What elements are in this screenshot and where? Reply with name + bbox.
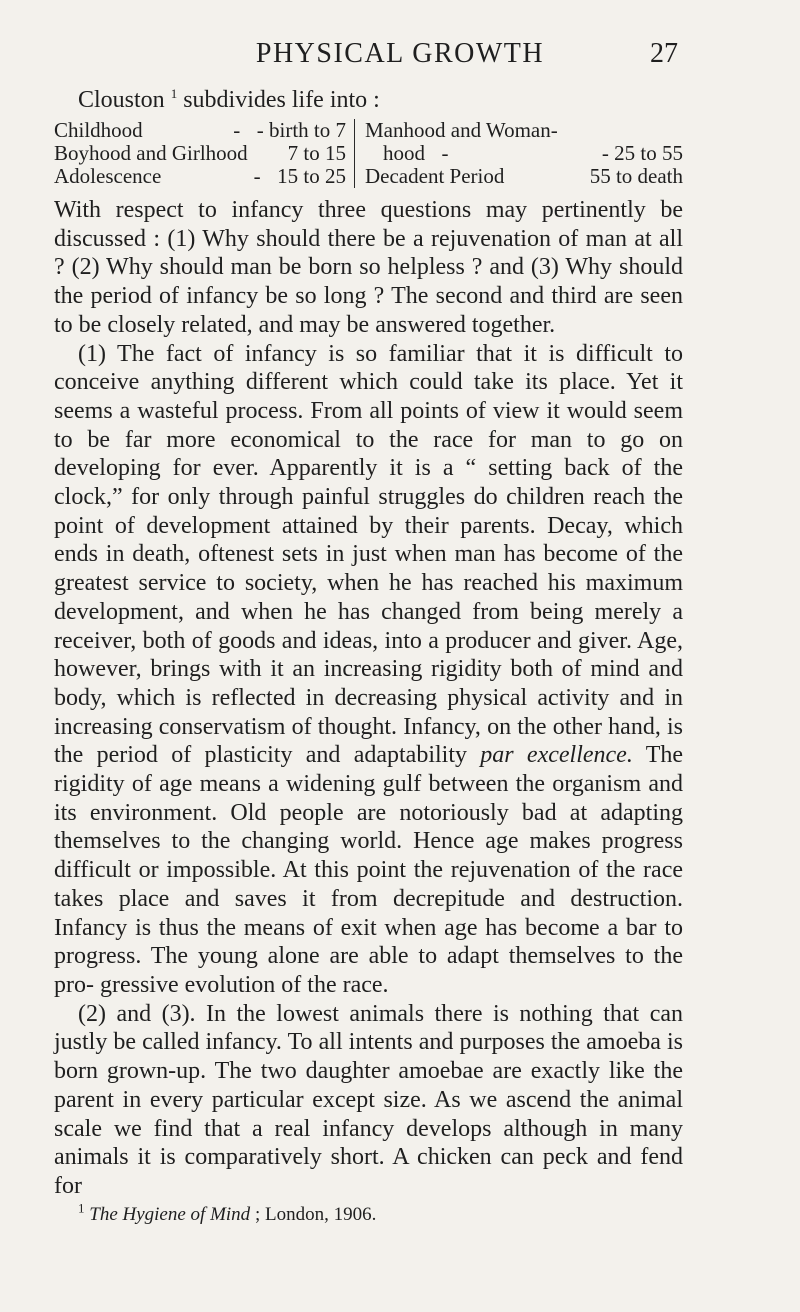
life-stage-row [54,119,346,142]
stage-dash: - [441,141,449,165]
stage-range: - 25 to 55 [601,141,683,165]
footnote [78,1200,683,1227]
footnote-rest: ; London, 1906. [254,1203,377,1225]
stage-range: 7 to 15 [287,141,346,165]
paragraph-1: With respect to infancy three questions may pertinently be discussed : (1) Why should there be a rejuvenation of man at all ? (2) Why should man be born so helpless ? and (3) Why should the period of infancy be so long ? The second and third are seen to be closely related, and may be answered together. [54,197,683,338]
life-stages-right-column [355,119,683,188]
life-stage-row [365,142,683,165]
running-head-title: PHYSICAL GROWTH [255,38,545,69]
paragraph-2-text-a: (1) The fact of infancy is so familiar that it is difficult to conceive anything different which could take its place. Yet it seems a wasteful process. From all points of view it would seem to be far more economical to the race for man to go on developing for ever. Apparently it is a “ setting back of the clock,” for only through painful struggles do children reach the point of development attained by their parents. Decay, which ends in death, oftenest sets in just when man has become of the greatest service to society, when he has reached his maximum development, and when he has changed from being merely a receiver, both of goods and ideas, into a producer and giver. Age, however, brings with it an increasing rigidity both of mind and body, which is reflected in decreasing physical activity and in increasing conservatism of thought. Infancy, on the other hand, is the period of plasticity and adaptability [54,340,683,769]
footnote-mark: 1 [78,1200,85,1216]
paragraph-3: (2) and (3). In the lowest animals there is nothing that can justly be called infancy. To all intents and purposes the amoeba is born grown-up. The two daughter amoebae are exactly like the parent in every particular except size. As we ascend the animal scale we find that a real infancy develops although in many animals it is comparatively short. A chicken can peck and fend for [54,1000,683,1199]
stage-range: 55 to death [589,164,683,188]
intro-line [78,86,683,115]
stage-name: Boyhood and Girlhood [54,141,248,165]
stage-name: Manhood and Woman- [365,118,558,142]
text-block [54,86,683,1227]
stage-name: Childhood [54,118,143,142]
life-stage-row [54,142,346,165]
footnote-title: The Hygiene of Mind [89,1203,251,1225]
stage-range: 15 to 25 [277,164,346,188]
paragraph-2-italic: par excellence. [480,742,633,769]
footnote-reference: 1 [170,86,178,101]
life-stage-row [365,119,683,142]
stage-range: - birth to 7 [256,118,346,142]
body-text [54,196,683,1201]
life-stages-table [54,119,683,188]
running-head [0,34,800,74]
stage-name: Decadent Period [365,164,505,188]
stage-dash: - [233,118,241,142]
paragraph-2-text-b: The rigidity of age means a widening gulf between the organism and its environment. Old people are notoriously bad at adapting themselves to the changing world. Hence age makes progress difficult or impossible. At this point the rejuvenation of the race takes place and saves it from decrepitude and destruction. Infancy is thus the means of exit when age has become a bar to progress. The young alone are able to adapt themselves to the pro- gressive evolution of the race. [54,742,683,998]
stage-name: Adolescence [54,164,162,188]
page-number: 27 [650,38,678,69]
paragraph-2 [54,340,683,1000]
intro-text: subdivides life into : [183,87,380,113]
stage-name: hood [383,141,425,165]
life-stage-row [54,165,346,188]
life-stages-left-column [54,119,355,188]
life-stage-row [365,165,683,188]
intro-author: Clouston [78,87,165,113]
stage-dash: - [253,164,261,188]
